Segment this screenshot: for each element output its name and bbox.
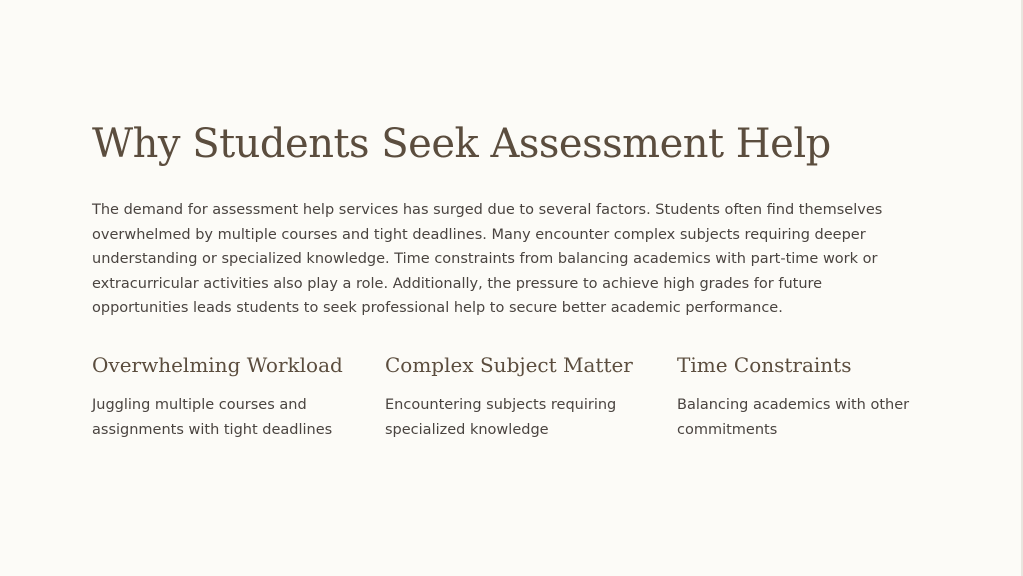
reason-heading-time-constraints: Time Constraints bbox=[677, 353, 852, 377]
reason-heading-complex-subject: Complex Subject Matter bbox=[385, 353, 633, 377]
page-title: Why Students Seek Assessment Help bbox=[92, 121, 831, 167]
reason-column-workload bbox=[92, 350, 364, 442]
reason-column-time-constraints bbox=[677, 350, 949, 442]
intro-paragraph: The demand for assessment help services has surged due to several factors. Students often find themselves overwhelmed by multiple courses and tight deadlines. Many encounter complex subjects requiring deeper understanding or specialized knowledge. Time constraints from balancing academics with part-time work or extracurricular activities also play a role. Additionally, the pressure to achieve high grades for future opportunities leads students to seek professional help to secure better academic performance. bbox=[92, 202, 883, 316]
reason-text-time-constraints: Balancing academics with other commitments bbox=[677, 397, 910, 438]
reason-column-complex-subject bbox=[385, 350, 657, 442]
reason-heading-workload: Overwhelming Workload bbox=[92, 353, 343, 377]
reason-text-complex-subject: Encountering subjects requiring specialized knowledge bbox=[385, 397, 617, 438]
reason-text-workload: Juggling multiple courses and assignments with tight deadlines bbox=[92, 397, 333, 438]
